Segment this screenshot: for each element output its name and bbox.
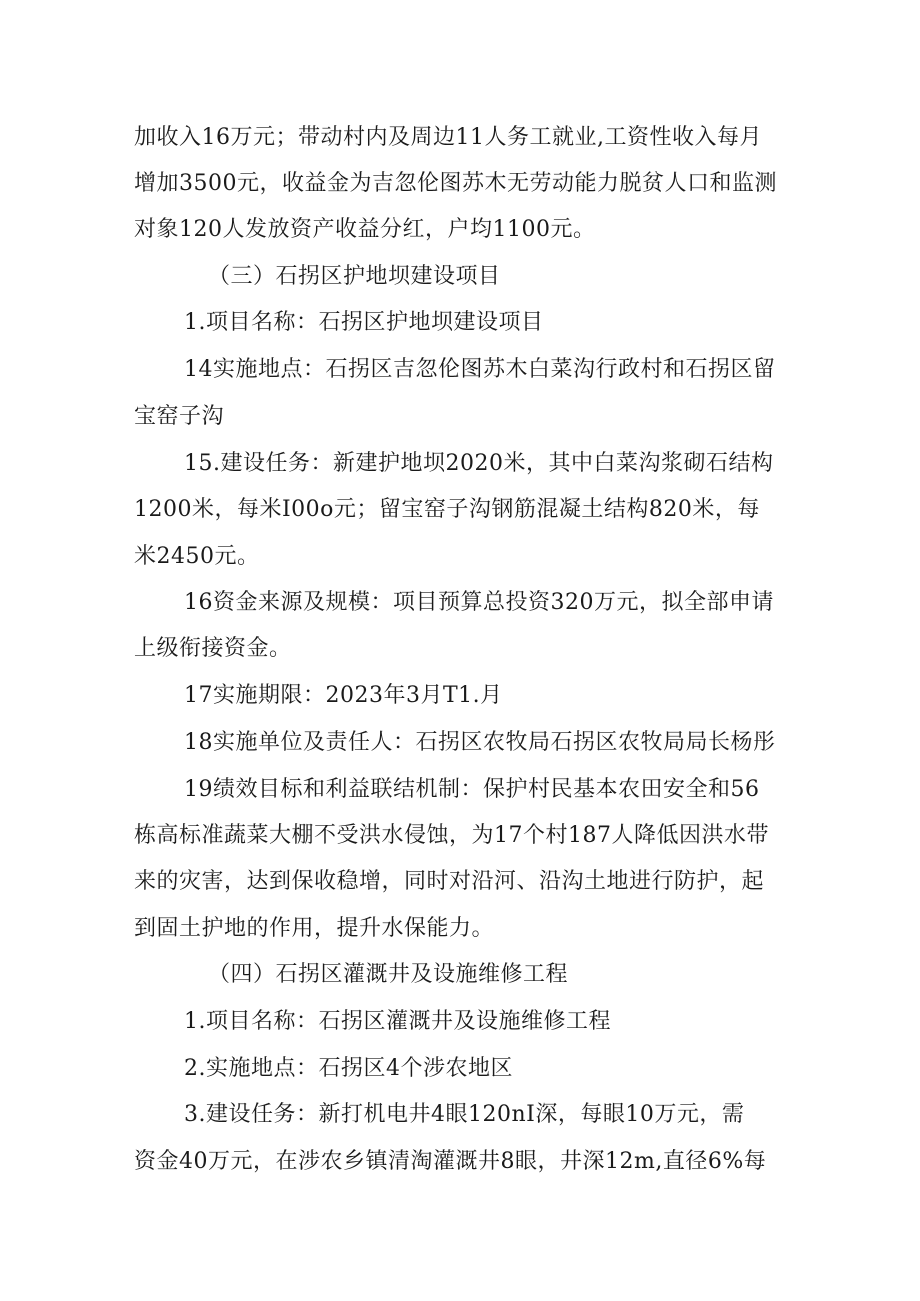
text-line: 1200米，每米I00o元；留宝窑子沟钢筋混凝土结构820米，每 bbox=[134, 497, 760, 522]
text-line: 到固土护地的作用，提升水保能力。 bbox=[134, 916, 495, 941]
text-line: 2.实施地点：石拐区4个涉农地区 bbox=[184, 1056, 513, 1081]
text-line: 3.建设任务：新打机电井4眼120nI深，每眼10万元，需 bbox=[184, 1102, 745, 1127]
text-line: 15.建设任务：新建护地坝2020米，其中白菜沟浆砌石结构 bbox=[184, 451, 774, 476]
text-line: 18实施单位及责任人：石拐区农牧局石拐区农牧局局长杨彤 bbox=[184, 730, 776, 755]
section-heading: （四）石拐区灌溉井及设施维修工程 bbox=[208, 962, 569, 987]
text-line: 资金40万元，在涉农乡镇清淘灌溉井8眼，井深12m,直径6%每 bbox=[134, 1149, 767, 1174]
text-line: 增加3500元，收益金为吉忽伦图苏木无劳动能力脱贫人口和监测 bbox=[134, 171, 777, 196]
text-line: 19绩效目标和利益联结机制：保护村民基本农田安全和56 bbox=[184, 777, 760, 802]
section-heading: （三）石拐区护地坝建设项目 bbox=[208, 264, 501, 289]
text-line: 来的灾害，达到保收稳增，同时对沿河、沿沟土地进行防护，起 bbox=[134, 869, 765, 894]
text-line: 栋高标准蔬菜大棚不受洪水侵蚀，为17个村187人降低因洪水带 bbox=[134, 823, 769, 848]
text-line: 加收入16万元；带动村内及周边11人务工就业,工资性收入每月 bbox=[134, 125, 762, 150]
text-line: 对象120人发放资产收益分红，户均1100元。 bbox=[134, 217, 596, 242]
text-line: 1.项目名称：石拐区护地坝建设项目 bbox=[184, 310, 544, 335]
text-line: 16资金来源及规模：项目预算总投资320万元，拟全部申请 bbox=[184, 590, 774, 615]
text-line: 宝窑子沟 bbox=[134, 404, 225, 429]
text-line: 1.项目名称：石拐区灌溉井及设施维修工程 bbox=[184, 1009, 611, 1034]
text-line: 上级衔接资金。 bbox=[134, 636, 292, 661]
text-line: 17实施期限：2023年3月T1.月 bbox=[184, 683, 503, 708]
text-line: 米2450元。 bbox=[134, 544, 260, 569]
text-line: 14实施地点：石拐区吉忽伦图苏木白菜沟行政村和石拐区留 bbox=[184, 357, 776, 382]
